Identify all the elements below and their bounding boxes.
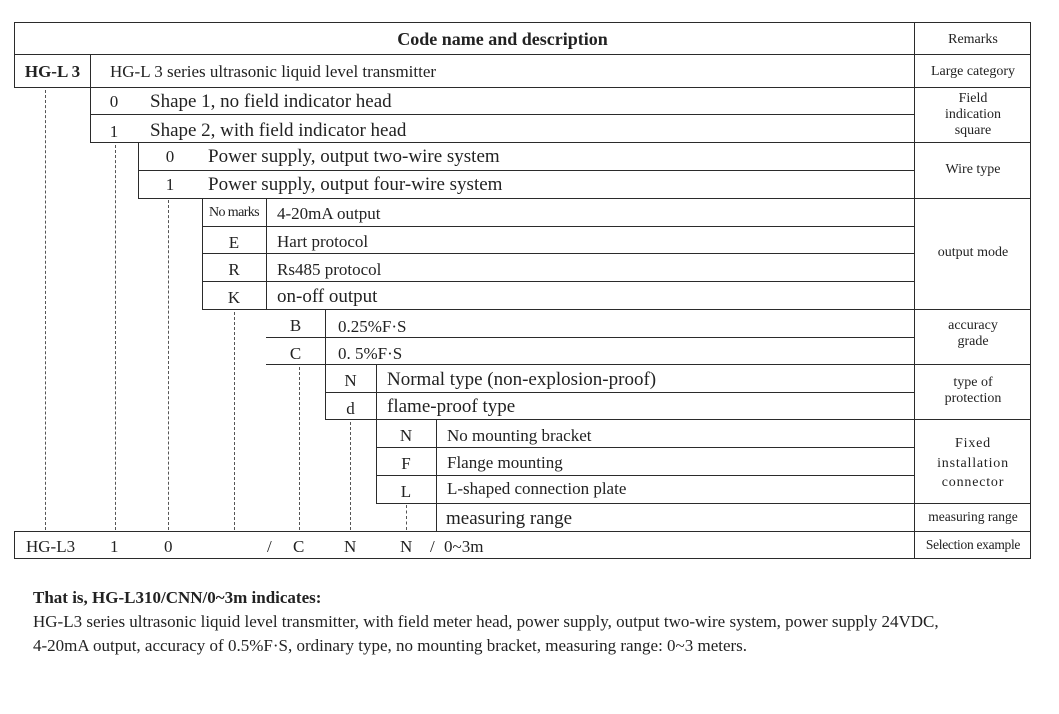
remark-measuring-range: measuring range	[928, 509, 1018, 524]
power-desc-0: Power supply, output two-wire system	[208, 146, 500, 167]
shape-desc-1: Shape 2, with field indicator head	[150, 120, 407, 141]
power-code-0: 0	[165, 147, 175, 166]
remarks-header: Remarks	[948, 32, 998, 47]
range-desc: measuring range	[446, 508, 573, 529]
example-slash-2: /	[430, 537, 435, 556]
remark-protection-type: type of protection	[944, 375, 1002, 407]
protection-desc-1: flame-proof type	[387, 396, 516, 417]
remark-large-category: Large category	[930, 64, 1016, 79]
remark-output-mode: output mode	[937, 245, 1009, 260]
shape-desc-0: Shape 1, no field indicator head	[150, 91, 392, 112]
mounting-desc-0: No mounting bracket	[447, 426, 592, 445]
accuracy-code-0: B	[289, 316, 302, 335]
example-mounting: N	[400, 537, 413, 556]
note-heading: That is, HG-L310/CNN/0~3m indicates:	[33, 588, 322, 607]
output-code-2: R	[228, 260, 240, 279]
output-desc-1: Hart protocol	[277, 232, 369, 251]
output-code-3: K	[227, 288, 241, 307]
mounting-desc-1: Flange mounting	[447, 453, 563, 472]
example-shape: 1	[110, 537, 119, 556]
output-desc-2: Rs485 protocol	[277, 260, 382, 279]
mounting-code-2: L	[400, 482, 412, 501]
remark-fixed-installation: Fixed installation connector	[937, 436, 1009, 491]
output-desc-3: on-off output	[277, 286, 378, 307]
accuracy-code-1: C	[289, 344, 302, 363]
example-power: 0	[164, 537, 173, 556]
shape-code-1: 1	[109, 122, 119, 141]
power-code-1: 1	[165, 175, 175, 194]
remark-field-indication: Field indication square	[945, 91, 1001, 139]
mounting-code-1: F	[401, 454, 411, 473]
note-line-2: 4-20mA output, accuracy of 0.5%F·S, ordinary type, no mounting bracket, measuring range: 0~3 meters.	[33, 636, 748, 655]
remark-accuracy-grade: accuracy grade	[948, 318, 998, 350]
mounting-code-0: N	[399, 426, 413, 445]
table-title: Code name and description	[397, 29, 608, 49]
example-slash-1: /	[267, 537, 272, 556]
model-desc: HG-L 3 series ultrasonic liquid level transmitter	[110, 62, 437, 81]
remark-wire-type: Wire type	[945, 162, 1001, 177]
accuracy-desc-0: 0.25%F·S	[338, 317, 407, 336]
output-code-0: No marks	[208, 205, 260, 220]
output-desc-0: 4-20mA output	[277, 204, 381, 223]
example-range: 0~3m	[444, 537, 484, 556]
mounting-desc-2: L-shaped connection plate	[447, 479, 627, 498]
model-code: HG-L 3	[24, 62, 81, 81]
accuracy-desc-1: 0. 5%F·S	[338, 344, 403, 363]
protection-desc-0: Normal type (non-explosion-proof)	[387, 369, 657, 390]
remark-selection-example: Selection example	[925, 537, 1021, 552]
shape-code-0: 0	[109, 92, 119, 111]
example-model: HG-L3	[26, 537, 76, 556]
protection-code-0: N	[344, 371, 357, 390]
power-desc-1: Power supply, output four-wire system	[208, 174, 503, 195]
protection-code-1: d	[346, 399, 355, 418]
example-accuracy: C	[293, 537, 305, 556]
example-protection: N	[344, 537, 357, 556]
output-code-1: E	[228, 233, 240, 252]
note-line-1: HG-L3 series ultrasonic liquid level transmitter, with field meter head, power supply, output two-wire system, power supply 24VDC,	[33, 612, 939, 631]
